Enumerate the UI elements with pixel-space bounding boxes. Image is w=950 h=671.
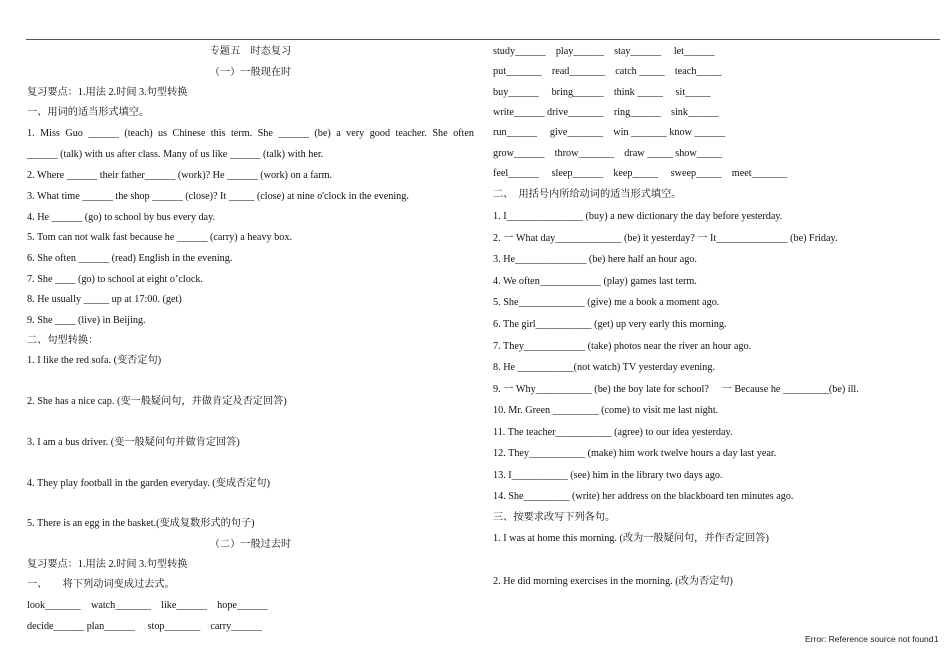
review-points: 复习要点：1.用法 2.时间 3.句型转换 [27,87,188,98]
question-4: 4. He ______ (go) to school by bus every day. [27,212,216,223]
fill-question: 5. She_____________ (give) me a book a moment ago. [493,297,720,308]
verb-row: run______ give_______ win _______ know ______ [493,127,726,138]
review-points: 复习要点：1.用法 2.时间 3.句型转换 [27,559,188,570]
question-8: 8. He usually _____ up at 17:00. (get) [27,294,182,305]
question-7: 7. She ____ (go) to school at eight o’clock. [27,274,203,285]
verb-row: feel______ sleep______ keep_____ sweep_____ meet_______ [493,168,788,179]
page-number: 1 [934,634,939,644]
rewrite-1: 1. I was at home this morning. (改为一般疑问句，并作否定回答) [493,533,769,544]
verb-row: decide______ plan______ stop_______ carry______ [27,621,262,632]
fill-question: 7. They____________ (take) photos near the river an hour ago. [493,341,752,352]
verb-row: grow______ throw_______ draw _____ show_____ [493,148,723,159]
fill-question: 13. I___________ (see) him in the library two days ago. [493,470,723,481]
part-heading: 一、用词的适当形式填空。 [27,107,150,118]
section-heading-past: （二）一般过去时 [209,539,292,550]
header-rule [26,39,940,40]
verb-row: write______ drive_______ ring______ sink______ [493,107,719,118]
rewrite-2: 2. He did morning exercises in the morning. (改为否定句) [493,576,733,587]
transform-4: 4. They play football in the garden everyday. (变成否定句) [27,478,271,489]
part-heading: 一、 将下列动词变成过去式。 [27,579,175,590]
question-9: 9. She ____ (live) in Beijing. [27,315,146,326]
question-6: 6. She often ______ (read) English in the evening. [27,253,233,264]
transform-1: 1. I like the red sofa. (变否定句) [27,355,162,366]
part-heading: 二、 用括号内所给动词的适当形式填空。 [493,189,682,200]
fill-question: 12. They___________ (make) him work twelve hours a day last year. [493,448,777,459]
part-heading: 二、句型转换： [27,335,99,346]
part-heading: 三、按要求改写下列各句。 [493,512,616,523]
question-1-line-1: 1. Miss Guo ______ (teach) us Chinese this term. She ______ (be) a very good teacher. She often [27,128,474,139]
verb-row: study______ play______ stay______ let______ [493,46,715,57]
question-3: 3. What time ______ the shop ______ (close)? It _____ (close) at nine o'clock in the evening. [27,191,409,202]
transform-5: 5. There is an egg in the basket.(变成复数形式的句子) [27,518,255,529]
fill-question: 1. I_______________ (buy) a new dictionary the day before yesterday. [493,211,783,222]
fill-question: 2. 一 What day_____________ (be) it yesterday? 一 It______________ (be) Friday. [493,233,838,244]
question-1-line-2: ______ (talk) with us after class. Many of us like ______ (talk) with her. [27,149,324,160]
fill-question: 9. 一 Why___________ (be) the boy late for school? 一 Because he _________(be) ill. [493,384,859,395]
transform-3: 3. I am a bus driver. (变一般疑问句并做肯定回答) [27,437,240,448]
page-title: 专题五 时态复习 [209,46,292,57]
fill-question: 11. The teacher___________ (agree) to our idea yesterday. [493,427,733,438]
fill-question: 4. We often____________ (play) games last term. [493,276,697,287]
section-heading-present: （一）一般现在时 [209,67,292,78]
footer-error-text: Error: Reference source not found [805,634,934,644]
question-2: 2. Where ______ their father______ (work)? He ______ (work) on a farm. [27,170,333,181]
verb-row: put_______ read_______ catch _____ teach_____ [493,66,722,77]
question-5: 5. Tom can not walk fast because he ______ (carry) a heavy box. [27,232,293,243]
fill-question: 14. She_________ (write) her address on the blackboard ten minutes ago. [493,491,794,502]
verb-row: buy______ bring______ think _____ sit_____ [493,87,711,98]
fill-question: 3. He______________ (be) here half an hour ago. [493,254,697,265]
verb-row: look_______ watch_______ like______ hope______ [27,600,268,611]
fill-question: 10. Mr. Green _________ (come) to visit me last night. [493,405,719,416]
fill-question: 6. The girl___________ (get) up very early this morning. [493,319,727,330]
transform-2: 2. She has a nice cap. (变一般疑问句，并做肯定及否定回答) [27,396,287,407]
fill-question: 8. He ___________(not watch) TV yesterday evening. [493,362,716,373]
